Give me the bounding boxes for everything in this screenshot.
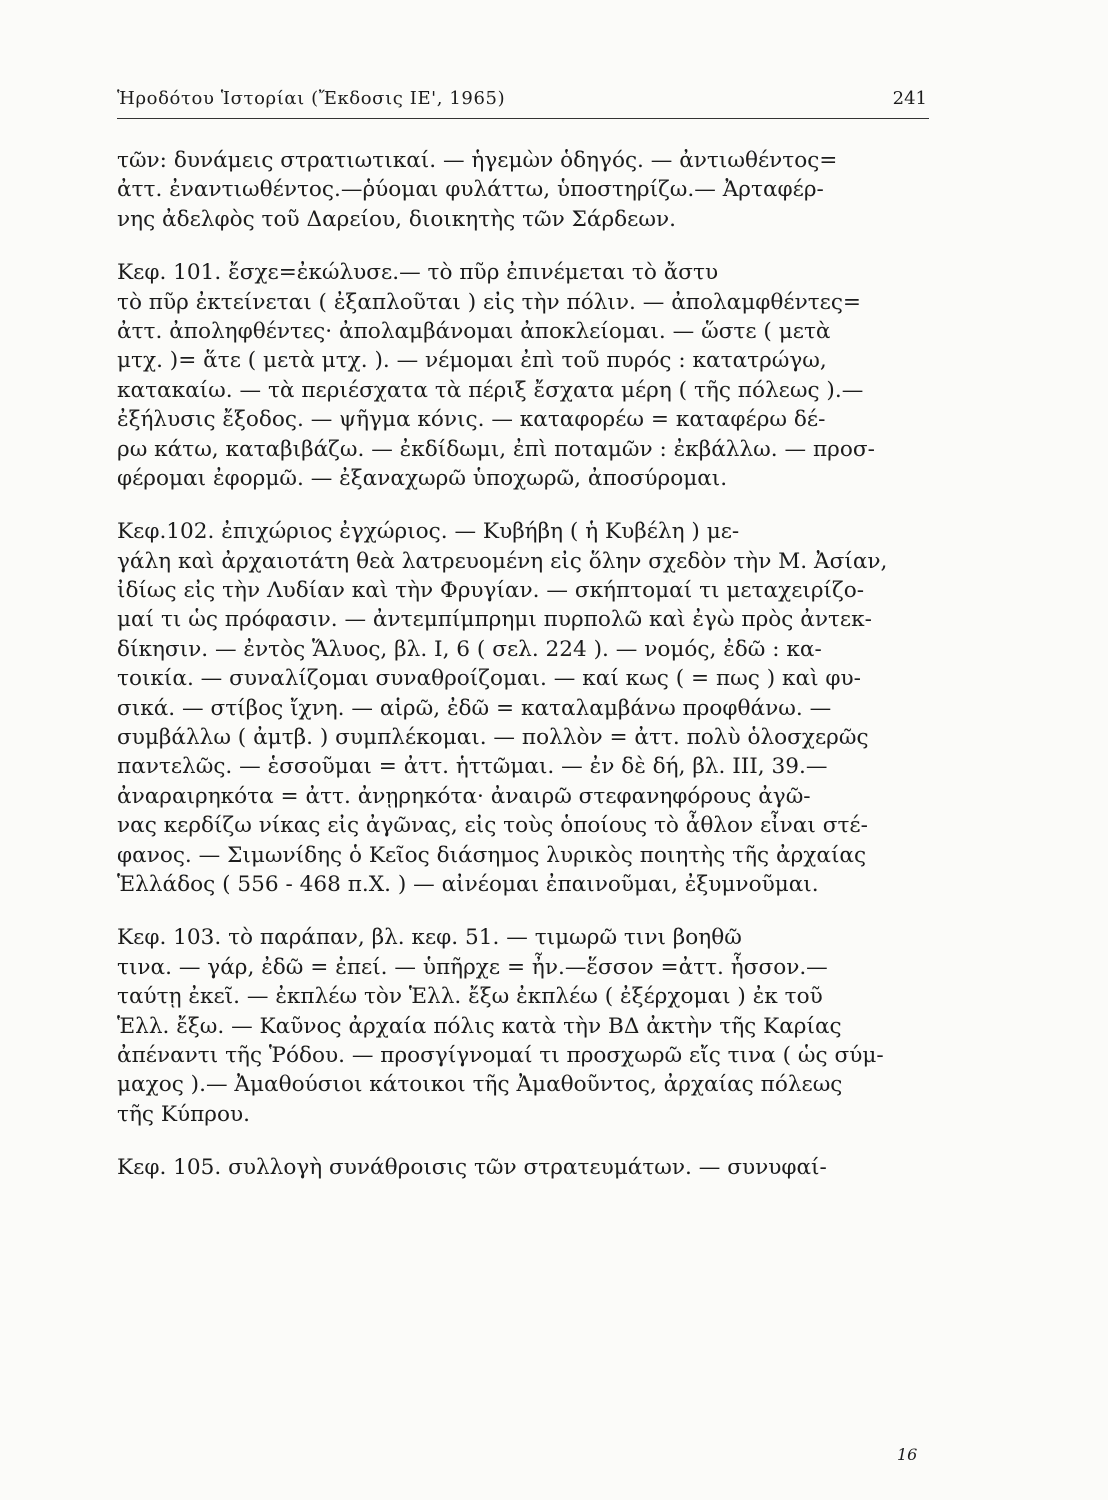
text-line: ἀττ. ἐναντιωθέντος.—ῥύομαι φυλάττω, ὑποστηρίζω.— Ἀρταφέρ- [117, 177, 824, 203]
header-title: Ἡροδότου Ἱστορίαι (Ἔκδοσις ΙΕ', 1965) [117, 88, 506, 109]
text-line: παντελῶς. — ἑσσοῦμαι = ἀττ. ἡττῶμαι. — ἐν δὲ δή, βλ. III, 39.— [117, 754, 828, 780]
text-line: τὸ πῦρ ἐκτείνεται ( ἐξαπλοῦται ) εἰς τὴν πόλιν. — ἀπολαμφθέντες= [117, 289, 862, 315]
text-line: δίκησιν. — ἐντὸς Ἅλυος, βλ. I, 6 ( σελ. 224 ). — νομός, ἐδῶ : κα- [117, 636, 822, 662]
text-line: ρω κάτω, καταβιβάζω. — ἐκδίδωμι, ἐπὶ ποταμῶν : ἐκβάλλω. — προσ- [117, 436, 875, 462]
text-line: μαί τι ὡς πρόφασιν. — ἀντεμπίμπρημι πυρπολῶ καὶ ἐγὼ πρὸς ἀντεκ- [117, 607, 872, 633]
text-line: σικά. — στίβος ἴχνη. — αἱρῶ, ἐδῶ = καταλαμβάνω προφθάνω. — [117, 695, 832, 721]
running-header [117, 86, 929, 119]
text-line: ἀπέναντι τῆς Ῥόδου. — προσγίγνομαί τι προσχωρῶ εἴς τινα ( ὡς σύμ- [117, 1042, 884, 1068]
text-line: Κεφ. 101. ἔσχε=ἐκώλυσε.— τὸ πῦρ ἐπινέμεται τὸ ἄστυ [117, 260, 719, 286]
text-line: ἰδίως εἰς τὴν Λυδίαν καὶ τὴν Φρυγίαν. — σκήπτομαί τι μεταχειρίζο- [117, 578, 865, 604]
commentary-text [117, 146, 929, 1183]
text-line: ἀναραιρηκότα = ἀττ. ἀνῃρηκότα· ἀναιρῶ στεφανηφόρους ἀγῶ- [117, 783, 811, 809]
text-line: νας κερδίζω νίκας εἰς ἀγῶνας, εἰς τοὺς ὁποίους τὸ ἆθλον εἶναι στέ- [117, 813, 868, 839]
text-line: κατακαίω. — τὰ περιέσχατα τὰ πέριξ ἔσχατα μέρη ( τῆς πόλεως ).— [117, 377, 864, 403]
text-line: συμβάλλω ( ἀμτβ. ) συμπλέκομαι. — πολλὸν = ἀττ. πολὺ ὁλοσχερῶς [117, 725, 869, 751]
text-line: τῶν: δυνάμεις στρατιωτικαί. — ἡγεμὼν ὁδηγός. — ἀντιωθέντος= [117, 148, 838, 173]
text-line: φέρομαι ἐφορμῶ. — ἐξαναχωρῶ ὑποχωρῶ, ἀποσύρομαι. [117, 465, 728, 491]
text-line: ἐξήλυσις ἔξοδος. — ψῆγμα κόνις. — καταφορέω = καταφέρω δέ- [117, 407, 826, 433]
text-line: Κεφ. 105. συλλογὴ συνάθροισις τῶν στρατευμάτων. — συνυφαί- [117, 1155, 827, 1181]
text-line: τῆς Κύπρου. [117, 1101, 250, 1127]
text-line: τινα. — γάρ, ἐδῶ = ἐπεί. — ὑπῆρχε = ἦν.—ἕσσον =ἀττ. ἧσσον.— [117, 954, 828, 980]
text-line: μτχ. )= ἅτε ( μετὰ μτχ. ). — νέμομαι ἐπὶ τοῦ πυρός : κατατρώγω, [117, 348, 827, 374]
text-line: νης ἀδελφὸς τοῦ Δαρείου, διοικητὴς τῶν Σάρδεων. [117, 206, 676, 232]
text-line: μαχος ).— Ἀμαθούσιοι κάτοικοι τῆς Ἀμαθοῦντος, ἀρχαίας πόλεως [117, 1072, 843, 1098]
text-line: Ἑλλάδος ( 556 - 468 π.Χ. ) — αἰνέομαι ἐπαινοῦμαι, ἐξυμνοῦμαι. [117, 871, 819, 897]
text-line: Κεφ. 103. τὸ παράπαν, βλ. κεφ. 51. — τιμωρῶ τινι βοηθῶ [117, 925, 742, 951]
text-line: Κεφ.102. ἐπιχώριος ἐγχώριος. — Κυβήβη ( ἡ Κυβέλη ) με- [117, 519, 740, 545]
signature-mark: 16 [897, 1445, 918, 1464]
text-line: τοικία. — συναλίζομαι συναθροίζομαι. — καί κως ( = πως ) καὶ φυ- [117, 666, 861, 692]
text-line: ταύτῃ ἐκεῖ. — ἐκπλέω τὸν Ἑλλ. ἔξω ἐκπλέω ( ἐξέρχομαι ) ἐκ τοῦ [117, 984, 823, 1010]
page-number: 241 [892, 88, 927, 109]
text-line: ἀττ. ἀποληφθέντες· ἀπολαμβάνομαι ἀποκλείομαι. — ὥστε ( μετὰ [117, 318, 831, 344]
text-line: γάλη καὶ ἀρχαιοτάτη θεὰ λατρευομένη εἰς ὅλην σχεδὸν τὴν Μ. Ἀσίαν, [117, 548, 888, 574]
text-line: φανος. — Σιμωνίδης ὁ Κεῖος διάσημος λυρικὸς ποιητὴς τῆς ἀρχαίας [117, 842, 867, 868]
text-line: Ἑλλ. ἔξω. — Καῦνος ἀρχαία πόλις κατὰ τὴν ΒΔ ἀκτὴν τῆς Καρίας [117, 1013, 842, 1039]
